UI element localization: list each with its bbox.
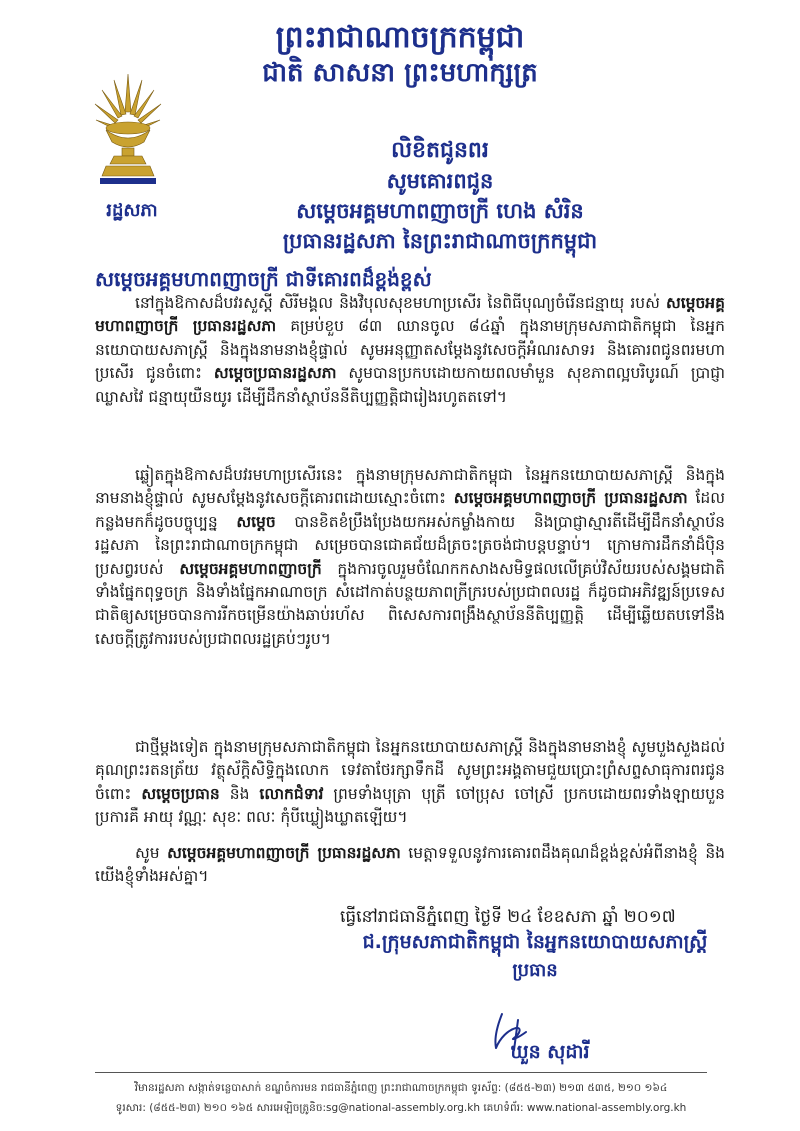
signer-position: ប្រធាន [512,960,558,981]
recipient-position: ប្រធានរដ្ឋសភា នៃព្រះរាជាណាចក្រកម្ពុជា [282,229,598,253]
paragraph-text: គម្រប់ខួប ៨៣ ឈានចូល ៨៤ឆ្នាំ ក្នុងនាមក្រុមសភាជាតិកម្ពុជា នៃអ្នកនយោបាយសភាស្ត្រី និងក្នុងនាមនាងខ្ញុំផ្ទាល់ សូមអនុញ្ញាតសម្តែងនូវសេចក្តីអំណរសាទរ និងគោរពជូនពរមហាប្រសើរ ជូនចំពោះ [95,317,725,383]
emphasized-title: សម្តេចអគ្គមហាពញាចក្រី ប្រធានរដ្ឋសភា [167,844,401,862]
paragraph-text: បានខិតខំប្រឹងប្រែងយកអស់កម្លាំងកាយ និងប្រាជ្ញាស្មារតីដើម្បីដឹកនាំស្ថាប័នរដ្ឋសភា នៃព្រះរាជាណាចក្រកម្ពុជា សម្រេចបានជោគជ័យដ៏ត្រចះត្រចង់ជាបន្តបន្ទាប់។ ក្រោមការដឹកនាំដ៏ប៉ិនប្រសព្វរបស់ [95,512,725,578]
body-paragraph-1 [95,292,725,409]
letter-title-block [200,136,680,256]
paragraph-text: ឆ្លៀតក្នុងឱកាសដ៏បវរមហាប្រសើរនេះ ក្នុងនាមក្រុមសភាជាតិកម្ពុជា នៃអ្នកនយោបាយសភាស្ត្រី និងក្នុងនាមនាងខ្ញុំផ្ទាល់ សូមសម្តែងនូវសេចក្តីគោរពដោយស្មោះចំពោះ [95,466,725,508]
recipient-name: សម្តេចអគ្គមហាពញាចក្រី ហេង សំរិន [296,199,584,223]
addressed-to: សូមគោរពជូន [386,169,494,193]
body-paragraph-3 [95,736,725,830]
kingdom-heading: ព្រះរាជាណាចក្រកម្ពុជា [275,20,525,55]
signer-organization: ជ.ក្រុមសភាជាតិកម្ពុជា នៃអ្នកនយោបាយសភាស្ត្រី [362,931,708,953]
footer-address: វិមានរដ្ឋសភា សង្កាត់ទន្លេបាសាក់ ខណ្ឌចំការមន រាជធានីភ្នំពេញ ព្រះរាជាណាចក្រកម្ពុជា ទូរស័ព្ទ: (៨៥៥-២៣) ២១៣ ៥៣៥, ២១០ ១៦៤ [134,1082,668,1094]
emphasized-title: សម្តេចអគ្គមហាពញាចក្រី [179,559,322,578]
footer-contact: ទូរសារ: (៨៥៥-២៣) ២១០ ១៦៥ សារអេឡិចត្រូនិច:sg@national-assembly.org.kh គេហទំព័រ: www.national-assembly.org.kh [115,1102,687,1114]
assembly-label: រដ្ឋសភា [106,200,158,221]
emphasized-title: សម្តេចប្រធានរដ្ឋសភា [213,364,337,383]
emphasized-title: សម្តេចអគ្គមហាពញាចក្រី ប្រធានរដ្ឋសភា [95,294,725,336]
paragraph-text: សូមបានប្រកបដោយកាយពលមាំមួន សុខភាពល្អបរិបូរណ៍ ប្រាជ្ញាឈ្លាសវៃ ជន្មាយុយឺនយូរ ដើម្បីដឹកនាំស្ថាប័ននីតិប្បញ្ញត្តិជារៀងរហូតតទៅ។ [95,364,725,406]
emphasized-title: សម្តេចប្រធាន [141,784,220,803]
letter-title: លិខិតជូនពរ [391,138,489,163]
paragraph-text: មេត្តាទទួលនូវការគោរពដឹងគុណដ៏ខ្ពង់ខ្ពស់អំពីនាងខ្ញុំ និងយើងខ្ញុំទាំងអស់គ្នា។ [95,844,725,886]
motto-heading: ជាតិ សាសនា ព្រះមហាក្សត្រ [262,58,538,88]
salutation: សម្តេចអគ្គមហាពញាចក្រី ជាទីគោរពដ៏ខ្ពង់ខ្ពស់ [95,267,432,291]
paragraph-text: នៅក្នុងឱកាសដ៏បវរសួស្តី សិរីមង្គល និងវិបុលសុខមហាប្រសើរ នៃពិធីបុណ្យចំរើនជន្មាយុ របស់ [135,294,666,312]
paragraph-text: សូម [135,844,168,862]
paragraph-text: ព្រមទាំងបុត្រា បុត្រី ចៅប្រុស ចៅស្រី ប្រកបដោយពរទាំងឡាយបួនប្រការគឺ អាយុ វណ្ណៈ សុខៈ ពលៈ កុំបីឃ្លៀងឃ្លាតឡើយ។ [95,784,725,827]
emphasized-title: លោកជំទាវ [259,784,324,803]
paragraph-text: ក្នុងការចូលរួមចំណែកកសាងសមិទ្ធផលលើគ្រប់វិស័យរបស់សង្គមជាតិ ទាំងផ្នែកពុទ្ធចក្រ និងទាំងផ្នែកអាណាចក្រ សំដៅកាត់បន្ថយភាពក្រីក្ររបស់ប្រជាពលរដ្ឋ ក៏ដូចជាអភិវឌ្ឍន៍ប្រទេសជាតិឲ្យសម្រេចបានការរីកចម្រើនយ៉ាងឆាប់រហ័ស ពិសេសការពង្រឹងស្ថាប័ននីតិប្បញ្ញត្តិ ដើម្បីឆ្លើយតបទៅនឹងសេចក្តីត្រូវការរបស់ប្រជាពលរដ្ឋគ្រប់ៗរូប។ [95,559,725,648]
emphasized-title: សម្តេច [236,512,276,531]
date-line: ធ្វើនៅរាជធានីភ្នំពេញ ថ្ងៃទី ២៤ ខែឧសភា ឆ្នាំ ២០១៧ [340,907,676,927]
signer-name: ឃួន សុដារី [510,1041,590,1063]
paragraph-text: ជាថ្មីម្តងទៀត ក្នុងនាមក្រុមសភាជាតិកម្ពុជា នៃអ្នកនយោបាយសភាស្ត្រី និងក្នុងនាមនាងខ្ញុំ សូមបួងសួងដល់គុណព្រះរតនត្រ័យ វត្ថុស័ក្តិសិទ្ធិក្នុងលោក ទេវតាថែរក្សាទឹកដី សូមព្រះអង្គតាមជួយប្រោះព្រំសព្ទសាធុការពរជូនចំពោះ [95,738,725,803]
paragraph-text: ដែលកន្លងមកក៏ដូចបច្ចុប្បន្ន [95,489,725,531]
national-assembly-emblem-icon [92,72,164,188]
paragraph-text: និង [219,784,260,803]
emphasized-title: សម្តេចអគ្គមហាពញាចក្រី ប្រធានរដ្ឋសភា [453,489,688,508]
body-paragraph-4 [95,842,725,889]
footer-divider [95,1072,707,1073]
body-paragraph-2 [95,464,725,651]
